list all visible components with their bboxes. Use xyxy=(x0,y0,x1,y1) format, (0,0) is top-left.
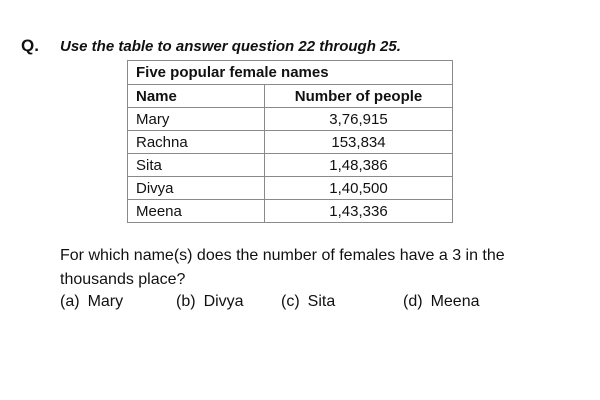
names-table xyxy=(127,60,453,223)
option-text: Divya xyxy=(203,293,244,310)
name-cell: Meena xyxy=(128,200,265,223)
instruction-text: Use the table to answer question 22 through 25. xyxy=(60,38,401,55)
table-header-row xyxy=(128,85,453,108)
count-cell: 153,834 xyxy=(265,131,453,154)
name-cell: Mary xyxy=(128,108,265,131)
name-cell: Sita xyxy=(128,154,265,177)
header-count: Number of people xyxy=(265,85,453,108)
option-text: Sita xyxy=(307,293,336,310)
count-cell: 1,43,336 xyxy=(265,200,453,223)
option-d[interactable] xyxy=(403,293,479,311)
table-row xyxy=(128,131,453,154)
option-c[interactable] xyxy=(281,293,335,311)
table-caption-row xyxy=(128,61,453,85)
option-b[interactable] xyxy=(176,293,244,311)
option-text: Mary xyxy=(87,293,124,310)
answer-options xyxy=(60,293,580,315)
name-cell: Divya xyxy=(128,177,265,200)
table-row xyxy=(128,200,453,223)
table-row xyxy=(128,108,453,131)
table-row xyxy=(128,177,453,200)
count-cell: 3,76,915 xyxy=(265,108,453,131)
question-text: For which name(s) does the number of females have a 3 in the thousands place? xyxy=(60,247,505,288)
header-name: Name xyxy=(128,85,265,108)
table-row xyxy=(128,154,453,177)
option-letter: (a) xyxy=(60,293,80,310)
table-caption: Five popular female names xyxy=(128,61,453,85)
count-cell: 1,48,386 xyxy=(265,154,453,177)
option-letter: (b) xyxy=(176,293,196,310)
option-letter: (d) xyxy=(403,293,423,310)
option-a[interactable] xyxy=(60,293,123,311)
question-label: Q. xyxy=(21,36,39,55)
option-letter: (c) xyxy=(281,293,300,310)
count-cell: 1,40,500 xyxy=(265,177,453,200)
option-text: Meena xyxy=(430,293,480,310)
name-cell: Rachna xyxy=(128,131,265,154)
